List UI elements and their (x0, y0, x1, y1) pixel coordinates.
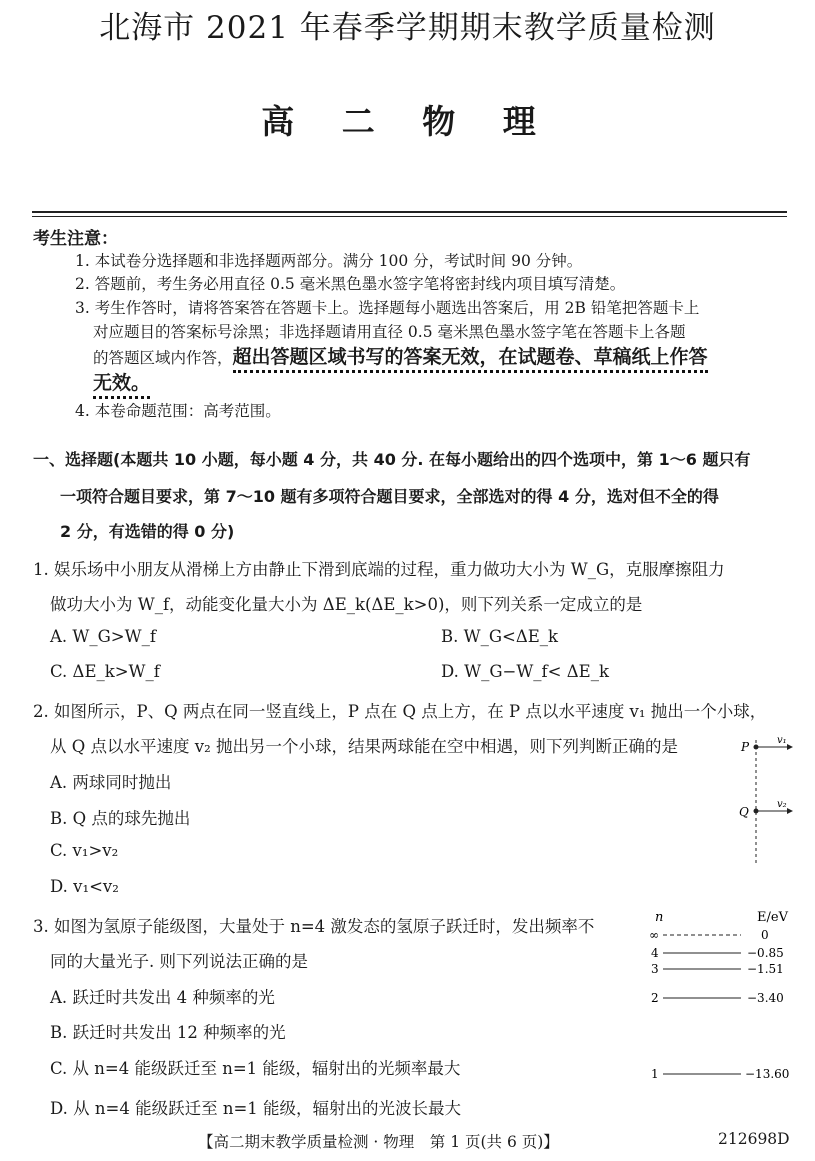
label-p: P (741, 740, 750, 754)
label-q: Q (739, 805, 749, 819)
q3-option-b: B. 跃迁时共发出 12 种频率的光 (50, 1023, 286, 1042)
notice-item-3-plain: 的答题区域内作答， (93, 349, 233, 367)
notice-heading: 考生注意： (33, 229, 118, 249)
q1-option-d: D. W_G−W_f< ΔE_k (441, 662, 609, 681)
notice-item-3-line-3 (93, 342, 708, 369)
q3-stem-line-2: 同的大量光子. 则下列说法正确的是 (50, 952, 308, 971)
q1-option-b: B. W_G<ΔE_k (441, 627, 559, 646)
notice-item-4: 4. 本卷命题范围：高考范围。 (75, 402, 281, 420)
q1-stem-line-1: 1. 娱乐场中小朋友从滑梯上方由静止下滑到底端的过程，重力做功大小为 W_G，克服摩擦阻力 (33, 560, 725, 579)
q1-option-a: A. W_G>W_f (50, 627, 156, 646)
level-e-3: −1.51 (747, 962, 784, 976)
divider-thick (32, 211, 787, 213)
q2-option-b: B. Q 点的球先抛出 (50, 809, 191, 828)
notice-item-3-emphasis: 超出答题区域书写的答案无效，在试题卷、草稿纸上作答 (233, 346, 708, 373)
axis-label-energy: E/eV (757, 910, 788, 925)
notice-item-3-line-1: 3. 考生作答时，请将答案答在答题卡上。选择题每小题选出答案后，用 2B 铅笔把答题卡上 (75, 299, 700, 317)
level-e-2: −3.40 (747, 991, 784, 1005)
projectile-figure (735, 730, 795, 870)
subject-title: 高 二 物 理 (261, 102, 554, 141)
level-n-1: 1 (651, 1067, 659, 1081)
section-instructions-line-2: 一项符合题目要求，第 7～10 题有多项符合题目要求，全部选对的得 4 分，选对但不全的得 (60, 487, 719, 506)
level-n-3: 3 (651, 962, 659, 976)
v2-arrowhead (787, 808, 793, 814)
section-instructions-line-1: 一、选择题(本题共 10 小题，每小题 4 分，共 40 分. 在每小题给出的四个选项中，第 1～6 题只有 (33, 450, 751, 469)
page-footer: 【高二期末教学质量检测 · 物理 第 1 页(共 6 页)】 (198, 1133, 559, 1151)
notice-item-3-line-2: 对应题目的答案标号涂黑；非选择题请用直径 0.5 毫米黑色墨水签字笔在答题卡上各题 (93, 323, 686, 341)
point-q (754, 809, 759, 814)
paper-code: 212698D (718, 1130, 790, 1148)
v1-arrowhead (787, 744, 793, 750)
exam-title: 北海市 2021 年春季学期期末教学质量检测 (99, 10, 716, 46)
label-v2: v₂ (777, 799, 787, 810)
q2-stem-line-2: 从 Q 点以水平速度 v₂ 抛出另一个小球，结果两球能在空中相遇，则下列判断正确的是 (50, 737, 678, 756)
q2-option-d: D. v₁<v₂ (50, 877, 119, 896)
notice-item-1: 1. 本试卷分选择题和非选择题两部分。满分 100 分，考试时间 90 分钟。 (75, 252, 583, 270)
q2-option-a: A. 两球同时抛出 (50, 773, 172, 792)
level-n-2: 2 (651, 991, 659, 1005)
q2-option-c: C. v₁>v₂ (50, 841, 119, 860)
level-n-4: 4 (651, 946, 659, 960)
level-n-infinity: ∞ (649, 928, 659, 942)
notice-item-2: 2. 答题前，考生务必用直径 0.5 毫米黑色墨水签字笔将密封线内项目填写清楚。 (75, 275, 626, 293)
point-p (754, 745, 759, 750)
level-e-1: −13.60 (745, 1067, 790, 1081)
notice-item-3-line-4 (93, 368, 150, 395)
level-e-4: −0.85 (747, 946, 784, 960)
q1-option-c: C. ΔE_k>W_f (50, 662, 160, 681)
q2-stem-line-1: 2. 如图所示，P、Q 两点在同一竖直线上，P 点在 Q 点上方，在 P 点以水平速度 v₁ 抛出一个小球， (33, 702, 767, 721)
notice-item-3-emphasis-end: 无效。 (93, 372, 150, 399)
q3-option-d: D. 从 n=4 能级跃迁至 n=1 能级，辐射出的光波长最大 (50, 1099, 462, 1118)
label-v1: v₁ (777, 735, 787, 746)
divider-thin (32, 216, 787, 217)
q3-stem-line-1: 3. 如图为氢原子能级图，大量处于 n=4 激发态的氢原子跃迁时，发出频率不 (33, 917, 595, 936)
section-instructions-line-3: 2 分，有选错的得 0 分) (60, 522, 235, 541)
energy-level-diagram (645, 905, 795, 1085)
q3-option-a: A. 跃迁时共发出 4 种频率的光 (50, 988, 275, 1007)
q1-stem-line-2: 做功大小为 W_f，动能变化量大小为 ΔE_k(ΔE_k>0)，则下列关系一定成立的是 (50, 595, 643, 614)
q3-option-c: C. 从 n=4 能级跃迁至 n=1 能级，辐射出的光频率最大 (50, 1059, 461, 1078)
axis-label-n: n (655, 910, 664, 925)
level-e-infinity: 0 (761, 928, 769, 942)
